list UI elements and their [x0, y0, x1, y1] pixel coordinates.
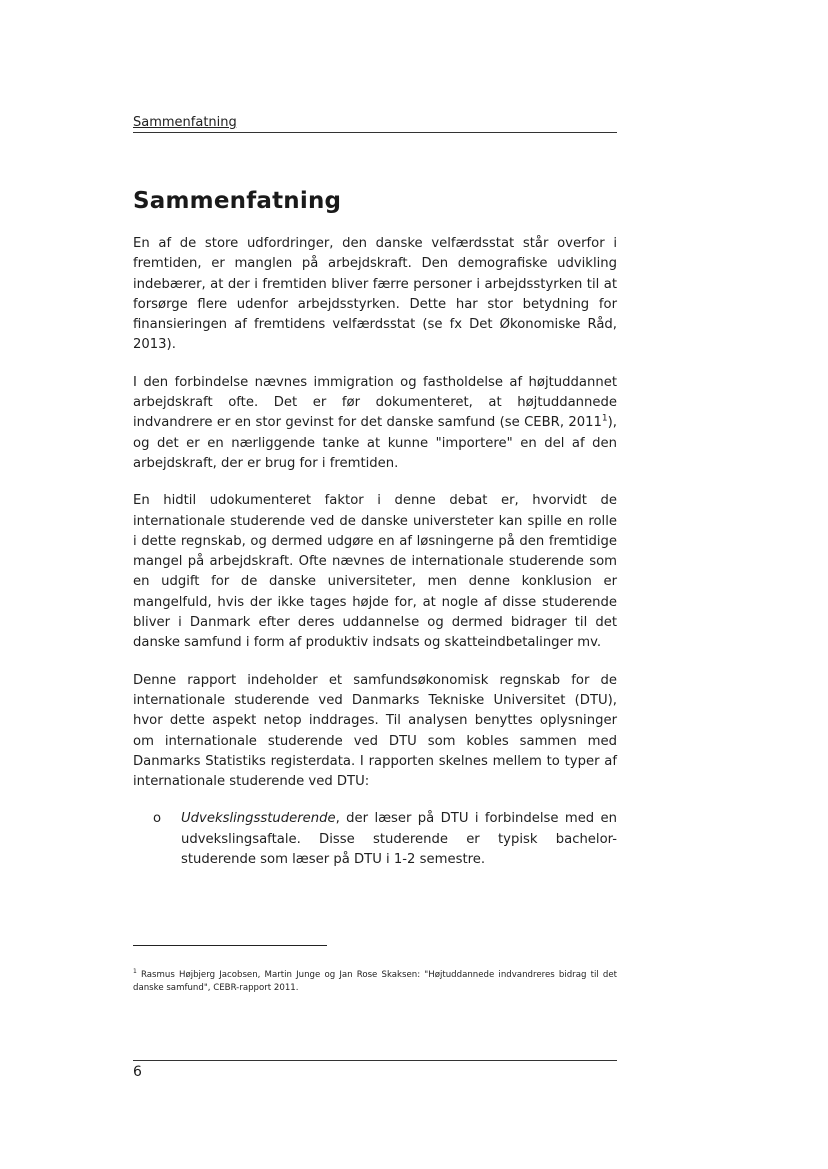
body-text [133, 234, 617, 870]
footer-divider [133, 1060, 617, 1061]
paragraph-2-text-b: ), og det er en nærliggende tanke at kunne "importere" en del af den arbejdskraft, der er brug for i fremtiden. [133, 415, 617, 471]
footnote [133, 965, 617, 995]
paragraph-1: En af de store udfordringer, den danske velfærdsstat står overfor i fremtiden, er manglen på arbejdskraft. Den demografiske udvikling indebærer, at der i fremtiden bliver færre personer i arbejdsstyrken til at forsørge flere udenfor arbejdsstyrken. Dette har stor betydning for finansieringen af fremtidens velfærdsstat (se fx Det Økonomiske Råd, 2013). [133, 236, 617, 353]
page-title: Sammenfatning [133, 188, 342, 214]
list-item-term: Udvekslingsstuderende [181, 811, 336, 827]
paragraph-2 [133, 373, 617, 474]
bullet-circle-icon: o [153, 811, 162, 827]
list-item-text: , der læser på DTU i forbindelse med en udvekslingsaftale. Disse studerende er typisk bachelor-studerende som læser på DTU i 1-2 semestre. [181, 811, 617, 868]
page-number: 6 [133, 1064, 142, 1080]
paragraph-3: En hidtil udokumenteret faktor i denne debat er, hvorvidt de internationale studerende ved de danske universteter kan spille en rolle i dette regnskab, og dermed udgøre en af løsningerne på den fremtidige mangel på arbejdskraft. Ofte nævnes de internationale studerende som en udgift for de danske universiteter, men denne konklusion er mangelfuld, hvis der ikke tages højde for, at nogle af disse studerende bliver i Danmark efter deres uddannelse og dermed bidrager til det danske samfund i form af produktiv indsats og skatteindbetalinger mv. [133, 493, 617, 651]
footnote-number: 1 [133, 968, 137, 975]
student-type-list [133, 809, 617, 870]
footnote-divider [133, 945, 327, 946]
paragraph-2-text-a: I den forbindelse nævnes immigration og fastholdelse af højtuddannet arbejdskraft ofte. Det er før dokumenteret, at højtuddannede indvandrere er en stor gevinst for det danske samfund (se CEBR, 2011 [133, 374, 617, 431]
list-item [133, 809, 617, 870]
running-header [133, 115, 617, 133]
running-header-title: Sammenfatning [133, 115, 237, 130]
footnote-reference[interactable]: 1 [601, 413, 608, 424]
footnote-text: Rasmus Højbjerg Jacobsen, Martin Junge og Jan Rose Skaksen: "Højtuddannede indvandreres bidrag til det danske samfund", CEBR-rapport 2011. [133, 969, 617, 993]
paragraph-4: Denne rapport indeholder et samfundsøkonomisk regnskab for de internationale studerende ved Danmarks Tekniske Universitet (DTU), hvor dette aspekt netop inddrages. Til analysen benyttes oplysninger om internationale studerende ved DTU som kobles sammen med Danmarks Statistiks registerdata. I rapporten skelnes mellem to typer af internationale studerende ved DTU: [133, 672, 617, 790]
